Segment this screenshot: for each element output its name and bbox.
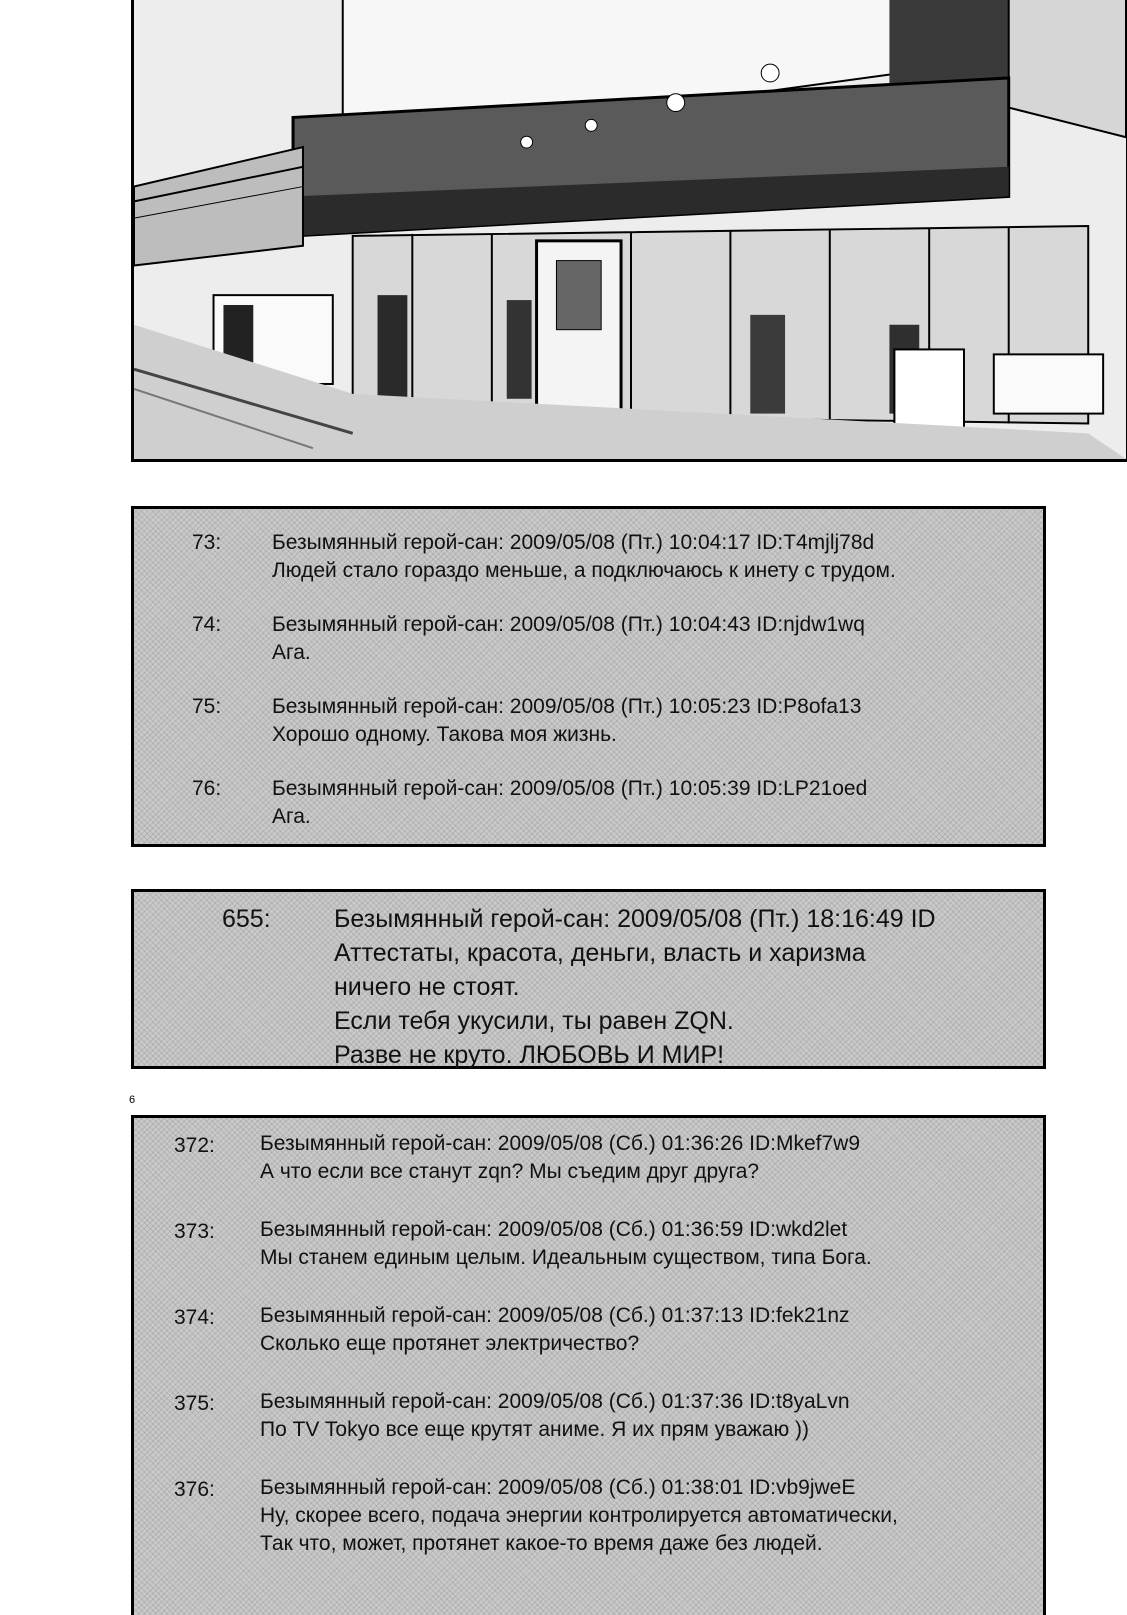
forum-post bbox=[192, 775, 1043, 831]
station-building-illustration bbox=[134, 0, 1126, 459]
post-header: Безымянный герой-сан: 2009/05/08 (Сб.) 01:38:01 ID:vb9jweE bbox=[260, 1476, 856, 1499]
post-text: Людей стало гораздо меньше, а подключаюсь к инету с трудом. bbox=[272, 559, 896, 582]
post-body bbox=[272, 775, 867, 831]
post-header: Безымянный герой-сан: 2009/05/08 (Пт.) 10:04:43 ID:njdw1wq bbox=[272, 613, 865, 636]
post-body bbox=[272, 611, 865, 667]
post-number: 73: bbox=[192, 531, 222, 554]
post-header: Безымянный герой-сан: 2009/05/08 (Сб.) 01:36:26 ID:Mkef7w9 bbox=[260, 1132, 861, 1155]
post-number: 76: bbox=[192, 777, 222, 800]
post-number: 655: bbox=[222, 905, 271, 933]
forum-post bbox=[174, 1388, 1043, 1444]
post-body bbox=[260, 1302, 850, 1358]
post-text: Сколько еще протянет электричество? bbox=[260, 1332, 640, 1355]
post-header: Безымянный герой-сан: 2009/05/08 (Пт.) 18:16:49 ID bbox=[334, 905, 936, 933]
post-number: 376: bbox=[174, 1478, 215, 1501]
post-header: Безымянный герой-сан: 2009/05/08 (Пт.) 10:05:23 ID:P8ofa13 bbox=[272, 695, 862, 718]
post-text: Если тебя укусили, ты равен ZQN. bbox=[334, 1007, 734, 1035]
post-header: Безымянный герой-сан: 2009/05/08 (Сб.) 01:37:13 ID:fek21nz bbox=[260, 1304, 850, 1327]
post-body bbox=[272, 693, 861, 749]
post-header: Безымянный герой-сан: 2009/05/08 (Пт.) 10:04:17 ID:T4mjlj78d bbox=[272, 531, 875, 554]
forum-thread-box-3 bbox=[131, 1115, 1046, 1615]
post-body bbox=[260, 1216, 872, 1272]
forum-post bbox=[222, 902, 1043, 1072]
forum-post bbox=[192, 611, 1043, 667]
page-number: 6 bbox=[129, 1094, 136, 1106]
post-number: 373: bbox=[174, 1220, 215, 1243]
forum-post bbox=[192, 529, 1043, 585]
forum-post bbox=[174, 1302, 1043, 1358]
post-text: ничего не стоят. bbox=[334, 973, 520, 1001]
post-body bbox=[272, 529, 896, 585]
post-text: Аттестаты, красота, деньги, власть и харизма bbox=[334, 939, 866, 967]
post-body bbox=[334, 902, 936, 1072]
forum-post bbox=[174, 1216, 1043, 1272]
post-text: Разве не круто. ЛЮБОВЬ И МИР! bbox=[334, 1041, 725, 1069]
post-number: 74: bbox=[192, 613, 222, 636]
forum-post bbox=[174, 1474, 1043, 1558]
post-text: По TV Tokyo все еще крутят аниме. Я их прям уважаю )) bbox=[260, 1418, 810, 1441]
post-body bbox=[260, 1130, 860, 1186]
post-text: Так что, может, протянет какое-то время даже без людей. bbox=[260, 1532, 823, 1555]
forum-post bbox=[192, 693, 1043, 749]
post-number: 375: bbox=[174, 1392, 215, 1415]
post-text: Ага. bbox=[272, 641, 311, 664]
station-illustration-panel bbox=[131, 0, 1127, 462]
post-text: Ну, скорее всего, подача энергии контролируется автоматически, bbox=[260, 1504, 898, 1527]
post-number: 372: bbox=[174, 1134, 215, 1157]
post-header: Безымянный герой-сан: 2009/05/08 (Сб.) 01:37:36 ID:t8yaLvn bbox=[260, 1390, 850, 1413]
post-body bbox=[260, 1388, 850, 1444]
post-body bbox=[260, 1474, 898, 1558]
post-text: Хорошо одному. Такова моя жизнь. bbox=[272, 723, 617, 746]
forum-post bbox=[174, 1130, 1043, 1186]
post-number: 75: bbox=[192, 695, 222, 718]
post-text: А что если все станут zqn? Мы съедим друг друга? bbox=[260, 1160, 760, 1183]
forum-thread-box-2 bbox=[131, 889, 1046, 1069]
post-header: Безымянный герой-сан: 2009/05/08 (Пт.) 10:05:39 ID:LP21oed bbox=[272, 777, 868, 800]
post-text: Ага. bbox=[272, 805, 311, 828]
post-number: 374: bbox=[174, 1306, 215, 1329]
post-header: Безымянный герой-сан: 2009/05/08 (Сб.) 01:36:59 ID:wkd2let bbox=[260, 1218, 848, 1241]
forum-thread-box-1 bbox=[131, 506, 1046, 847]
post-text: Мы станем единым целым. Идеальным существом, типа Бога. bbox=[260, 1246, 872, 1269]
